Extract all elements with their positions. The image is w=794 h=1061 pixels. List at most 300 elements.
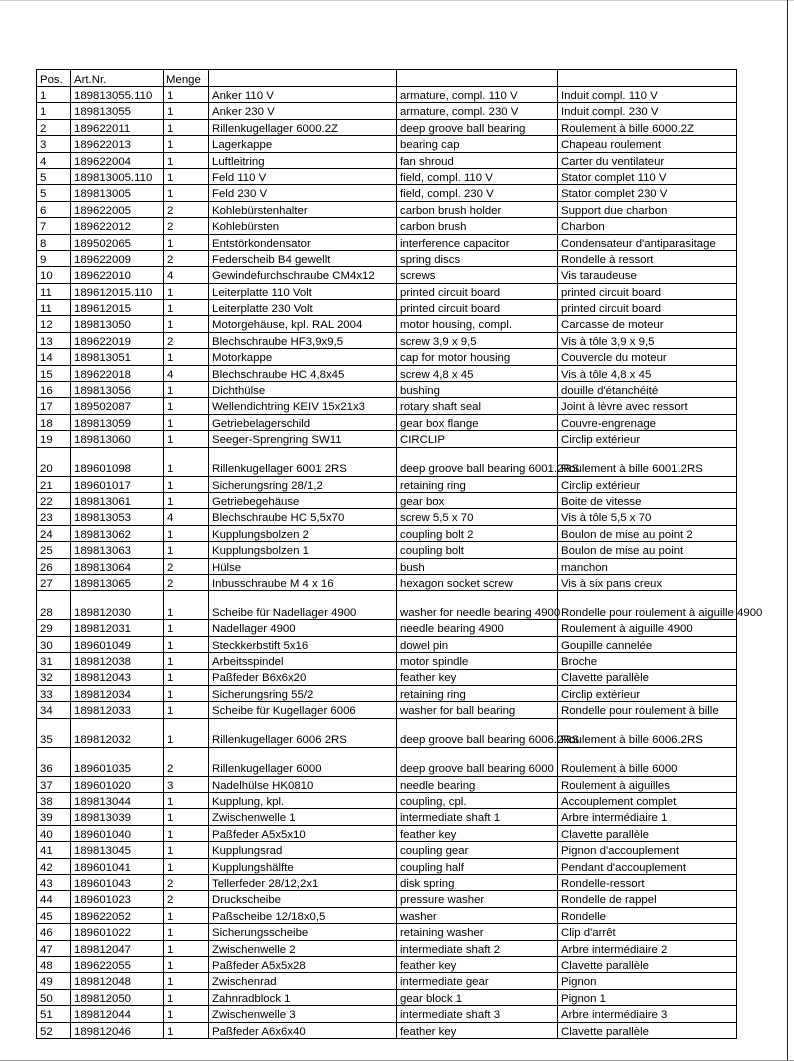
cell-quantity: 2 [164,747,209,776]
cell-position: 24 [37,525,71,541]
table-row [37,152,737,168]
table-row [37,201,737,217]
cell-description-german: Kupplungsbolzen 1 [209,542,397,558]
cell-description-german: Rillenkugellager 6000.2Z [209,119,397,135]
cell-article-number: 189813059 [71,414,164,430]
cell-description-english: disk spring [397,875,558,891]
cell-position: 32 [37,669,71,685]
table-row [37,267,737,283]
table-row [37,891,737,907]
table-row [37,558,737,574]
cell-description-german: Sicherungsring 28/1,2 [209,476,397,492]
cell-description-german: Scheibe für Nadellager 4900 [209,591,397,620]
table-row [37,875,737,891]
cell-quantity: 1 [164,447,209,476]
table-row [37,349,737,365]
cell-article-number: 189812032 [71,718,164,747]
cell-description-german: Nadellager 4900 [209,620,397,636]
cell-position: 15 [37,365,71,381]
cell-description-english: CIRCLIP [397,431,558,447]
table-row [37,218,737,234]
header-menge: Menge [164,70,209,87]
cell-description-english: field, compl. 110 V [397,168,558,184]
cell-quantity: 2 [164,201,209,217]
table-row [37,636,737,652]
cell-description-english: washer for needle bearing 4900 [397,591,558,620]
cell-article-number: 189813005 [71,185,164,201]
table-row [37,924,737,940]
cell-description-german: Zwischenwelle 3 [209,1006,397,1022]
cell-description-french: printed circuit board [558,300,737,316]
cell-description-french: Clavette parallèle [558,825,737,841]
cell-position: 41 [37,842,71,858]
cell-article-number: 189812050 [71,989,164,1005]
cell-description-english: retaining washer [397,924,558,940]
cell-quantity: 3 [164,776,209,792]
cell-description-french: Couvercle du moteur [558,349,737,365]
cell-description-english: armature, compl. 230 V [397,103,558,119]
parts-list-table [36,69,763,1039]
cell-quantity: 1 [164,685,209,701]
cell-description-german: Kupplungshälfte [209,858,397,874]
cell-article-number: 189812030 [71,591,164,620]
cell-position: 11 [37,300,71,316]
cell-description-english: feather key [397,956,558,972]
table-row [37,283,737,299]
cell-quantity: 1 [164,591,209,620]
cell-position: 19 [37,431,71,447]
cell-position: 50 [37,989,71,1005]
cell-position: 44 [37,891,71,907]
cell-position: 4 [37,152,71,168]
table-header-row [37,70,737,87]
cell-quantity: 1 [164,349,209,365]
cell-description-english: screw 5,5 x 70 [397,509,558,525]
table-row [37,509,737,525]
cell-description-french: Roulement à aiguilles [558,776,737,792]
cell-description-french: Rondelle-ressort [558,875,737,891]
cell-article-number: 189622013 [71,136,164,152]
cell-description-english: gear box flange [397,414,558,430]
cell-description-english: intermediate gear [397,973,558,989]
cell-article-number: 189622018 [71,365,164,381]
cell-description-german: Motorkappe [209,349,397,365]
cell-article-number: 189601043 [71,875,164,891]
cell-article-number: 189812044 [71,1006,164,1022]
table-row [37,574,737,590]
cell-article-number: 189502065 [71,234,164,250]
cell-quantity: 1 [164,119,209,135]
cell-description-french: Induit compl. 230 V [558,103,737,119]
cell-article-number: 189813039 [71,809,164,825]
cell-article-number: 189813051 [71,349,164,365]
table-row [37,250,737,266]
cell-description-french: Stator complet 230 V [558,185,737,201]
cell-description-french: Roulement à bille 6001.2RS [558,447,737,476]
header-art-nr: Art.Nr. [71,70,164,87]
cell-description-english: screw 3,9 x 9,5 [397,332,558,348]
cell-description-english: deep groove ball bearing [397,119,558,135]
cell-description-german: Hülse [209,558,397,574]
cell-description-french: Pignon 1 [558,989,737,1005]
cell-quantity: 1 [164,973,209,989]
cell-quantity: 1 [164,431,209,447]
cell-article-number: 189813062 [71,525,164,541]
cell-position: 42 [37,858,71,874]
cell-description-english: needle bearing [397,776,558,792]
cell-position: 26 [37,558,71,574]
cell-article-number: 189622055 [71,956,164,972]
cell-quantity: 1 [164,185,209,201]
table-row [37,300,737,316]
cell-position: 33 [37,685,71,701]
cell-quantity: 1 [164,1022,209,1038]
cell-article-number: 189622019 [71,332,164,348]
cell-quantity: 1 [164,492,209,508]
cell-description-german: Entstörkondensator [209,234,397,250]
cell-quantity: 1 [164,718,209,747]
cell-description-french: douille d'étanchéité [558,382,737,398]
cell-description-french: Arbre intermédiaire 1 [558,809,737,825]
cell-description-german: Blechschraube HC 4,8x45 [209,365,397,381]
cell-position: 8 [37,234,71,250]
cell-description-german: Kohlebürstenhalter [209,201,397,217]
cell-description-english: deep groove ball bearing 6001.2RS [397,447,558,476]
cell-description-french: Induit compl. 110 V [558,87,737,103]
cell-description-english: bearing cap [397,136,558,152]
cell-description-french: Support due charbon [558,201,737,217]
cell-description-german: Paßfeder A5x5x28 [209,956,397,972]
cell-description-english: rotary shaft seal [397,398,558,414]
cell-description-german: Leiterplatte 230 Volt [209,300,397,316]
cell-position: 7 [37,218,71,234]
cell-quantity: 1 [164,87,209,103]
table-row [37,842,737,858]
cell-description-german: Kupplung, kpl. [209,793,397,809]
cell-position: 34 [37,702,71,718]
cell-description-german: Paßfeder A5x5x10 [209,825,397,841]
cell-description-german: Getriebegehäuse [209,492,397,508]
table-row [37,542,737,558]
cell-quantity: 1 [164,825,209,841]
cell-description-english: intermediate shaft 1 [397,809,558,825]
cell-quantity: 1 [164,702,209,718]
cell-position: 46 [37,924,71,940]
table-row [37,825,737,841]
cell-quantity: 1 [164,669,209,685]
table-row [37,447,737,476]
cell-position: 51 [37,1006,71,1022]
cell-quantity: 2 [164,332,209,348]
cell-description-german: Luftleitring [209,152,397,168]
cell-article-number: 189812047 [71,940,164,956]
cell-quantity: 1 [164,956,209,972]
cell-quantity: 2 [164,250,209,266]
cell-quantity: 1 [164,152,209,168]
cell-description-french: Clavette parallèle [558,669,737,685]
cell-quantity: 2 [164,558,209,574]
cell-description-english: carbon brush holder [397,201,558,217]
cell-quantity: 1 [164,316,209,332]
cell-description-english: fan shroud [397,152,558,168]
cell-description-french: Carcasse de moteur [558,316,737,332]
cell-description-english: washer for ball bearing [397,702,558,718]
cell-description-english: coupling bolt 2 [397,525,558,541]
cell-description-english: dowel pin [397,636,558,652]
cell-description-english: coupling half [397,858,558,874]
cell-position: 43 [37,875,71,891]
cell-article-number: 189622005 [71,201,164,217]
cell-description-french: Clavette parallèle [558,1022,737,1038]
cell-article-number: 189622004 [71,152,164,168]
table-row [37,956,737,972]
table-row [37,103,737,119]
cell-description-german: Arbeitsspindel [209,653,397,669]
cell-description-french: Vis à tôle 5,5 x 70 [558,509,737,525]
cell-description-english: motor spindle [397,653,558,669]
cell-position: 49 [37,973,71,989]
cell-description-french: Joint à lèvre avec ressort [558,398,737,414]
cell-article-number: 189601022 [71,924,164,940]
cell-quantity: 1 [164,636,209,652]
cell-article-number: 189601017 [71,476,164,492]
cell-article-number: 189812031 [71,620,164,636]
cell-description-english: intermediate shaft 2 [397,940,558,956]
cell-description-english: feather key [397,669,558,685]
cell-description-french: Arbre intermédiaire 3 [558,1006,737,1022]
cell-description-german: Zwischenwelle 1 [209,809,397,825]
cell-article-number: 189622012 [71,218,164,234]
cell-description-french: Rondelle à ressort [558,250,737,266]
cell-description-french: Roulement à bille 6000 [558,747,737,776]
cell-position: 13 [37,332,71,348]
cell-description-french: Circlip extérieur [558,431,737,447]
cell-description-french: Condensateur d'antiparasitage [558,234,737,250]
cell-article-number: 189601098 [71,447,164,476]
cell-description-english: bushing [397,382,558,398]
cell-position: 9 [37,250,71,266]
cell-description-english: hexagon socket screw [397,574,558,590]
header-pos: Pos. [37,70,71,87]
cell-description-german: Zahnradblock 1 [209,989,397,1005]
cell-description-german: Getriebelagerschild [209,414,397,430]
cell-description-french: Vis à tôle 3,9 x 9,5 [558,332,737,348]
cell-position: 48 [37,956,71,972]
table-row [37,431,737,447]
cell-article-number: 189812043 [71,669,164,685]
table-row [37,973,737,989]
table-row [37,793,737,809]
cell-quantity: 1 [164,793,209,809]
cell-position: 1 [37,87,71,103]
cell-article-number: 189812046 [71,1022,164,1038]
cell-description-english: carbon brush [397,218,558,234]
cell-position: 37 [37,776,71,792]
cell-position: 3 [37,136,71,152]
cell-description-german: Rillenkugellager 6006 2RS [209,718,397,747]
cell-article-number: 189813050 [71,316,164,332]
cell-article-number: 189622009 [71,250,164,266]
table-row [37,316,737,332]
cell-description-french: Circlip extérieur [558,685,737,701]
cell-description-french: Charbon [558,218,737,234]
cell-article-number: 189813065 [71,574,164,590]
cell-description-german: Gewindefurchschraube CM4x12 [209,267,397,283]
cell-quantity: 2 [164,574,209,590]
cell-quantity: 1 [164,809,209,825]
cell-article-number: 189813005.110 [71,168,164,184]
cell-position: 23 [37,509,71,525]
cell-article-number: 189502087 [71,398,164,414]
cell-article-number: 189812048 [71,973,164,989]
cell-quantity: 2 [164,218,209,234]
cell-description-french: Clip d'arrêt [558,924,737,940]
cell-article-number: 189601040 [71,825,164,841]
cell-quantity: 1 [164,620,209,636]
cell-description-french: Clavette parallèle [558,956,737,972]
cell-description-german: Kohlebürsten [209,218,397,234]
cell-position: 25 [37,542,71,558]
cell-description-english: feather key [397,1022,558,1038]
cell-position: 47 [37,940,71,956]
cell-position: 16 [37,382,71,398]
cell-position: 6 [37,201,71,217]
cell-description-german: Sicherungsring 55/2 [209,685,397,701]
cell-description-german: Zwischenwelle 2 [209,940,397,956]
cell-description-french: Pignon [558,973,737,989]
cell-description-german: Anker 230 V [209,103,397,119]
cell-position: 17 [37,398,71,414]
table-row [37,940,737,956]
cell-quantity: 1 [164,234,209,250]
cell-quantity: 1 [164,842,209,858]
cell-description-english: screws [397,267,558,283]
cell-description-german: Druckscheibe [209,891,397,907]
table-row [37,653,737,669]
cell-article-number: 189813064 [71,558,164,574]
cell-article-number: 189622010 [71,267,164,283]
table-row [37,365,737,381]
cell-article-number: 189622052 [71,907,164,923]
cell-article-number: 189601041 [71,858,164,874]
cell-description-german: Tellerfeder 28/12,2x1 [209,875,397,891]
cell-description-french: Boulon de mise au point 2 [558,525,737,541]
cell-position: 11 [37,283,71,299]
cell-description-english: gear block 1 [397,989,558,1005]
cell-quantity: 1 [164,525,209,541]
cell-description-german: Lagerkappe [209,136,397,152]
cell-quantity: 1 [164,168,209,184]
cell-description-english: needle bearing 4900 [397,620,558,636]
cell-position: 45 [37,907,71,923]
table-row [37,87,737,103]
cell-article-number: 189601020 [71,776,164,792]
cell-description-english: screw 4,8 x 45 [397,365,558,381]
cell-article-number: 189813056 [71,382,164,398]
table-row [37,1022,737,1038]
cell-article-number: 189812033 [71,702,164,718]
cell-quantity: 1 [164,653,209,669]
table-row [37,620,737,636]
cell-quantity: 1 [164,136,209,152]
cell-description-english: coupling gear [397,842,558,858]
cell-description-german: Scheibe für Kugellager 6006 [209,702,397,718]
table-row [37,776,737,792]
cell-description-french: Broche [558,653,737,669]
cell-description-english: intermediate shaft 3 [397,1006,558,1022]
cell-position: 40 [37,825,71,841]
table-row [37,185,737,201]
cell-description-french: Couvre-engrenage [558,414,737,430]
cell-description-english: spring discs [397,250,558,266]
cell-position: 31 [37,653,71,669]
cell-description-french: Rondelle [558,907,737,923]
cell-description-german: Rillenkugellager 6000 [209,747,397,776]
cell-position: 14 [37,349,71,365]
cell-article-number: 189813061 [71,492,164,508]
table-row [37,702,737,718]
cell-quantity: 1 [164,858,209,874]
page-top-edge [0,0,794,1]
cell-description-german: Rillenkugellager 6001 2RS [209,447,397,476]
table-row [37,989,737,1005]
cell-article-number: 189612015 [71,300,164,316]
header-french-description [558,70,737,87]
cell-description-german: Paßfeder B6x6x20 [209,669,397,685]
cell-description-french: Stator complet 110 V [558,168,737,184]
cell-description-french: Vis à tôle 4,8 x 45 [558,365,737,381]
cell-quantity: 2 [164,891,209,907]
cell-description-german: Dichthülse [209,382,397,398]
cell-position: 28 [37,591,71,620]
cell-description-english: retaining ring [397,476,558,492]
cell-description-german: Leiterplatte 110 Volt [209,283,397,299]
cell-description-french: manchon [558,558,737,574]
cell-description-german: Seeger-Sprengring SW11 [209,431,397,447]
cell-quantity: 1 [164,382,209,398]
table-row [37,685,737,701]
cell-article-number: 189612015.110 [71,283,164,299]
cell-description-french: Rondelle de rappel [558,891,737,907]
cell-article-number: 189813055.110 [71,87,164,103]
cell-position: 5 [37,168,71,184]
cell-description-english: deep groove ball bearing 6006.2RS [397,718,558,747]
cell-position: 38 [37,793,71,809]
cell-description-german: Motorgehäuse, kpl. RAL 2004 [209,316,397,332]
cell-position: 20 [37,447,71,476]
cell-description-english: gear box [397,492,558,508]
cell-description-german: Kupplungsrad [209,842,397,858]
header-english-description [397,70,558,87]
cell-quantity: 4 [164,365,209,381]
cell-quantity: 1 [164,989,209,1005]
table-row [37,398,737,414]
cell-description-english: cap for motor housing [397,349,558,365]
cell-description-french: Roulement à bille 6006.2RS [558,718,737,747]
table-row [37,414,737,430]
cell-description-french: printed circuit board [558,283,737,299]
cell-article-number: 189813053 [71,509,164,525]
table-row [37,809,737,825]
cell-quantity: 1 [164,924,209,940]
cell-description-english: pressure washer [397,891,558,907]
table-row [37,669,737,685]
cell-article-number: 189622011 [71,119,164,135]
cell-description-english: bush [397,558,558,574]
cell-article-number: 189813044 [71,793,164,809]
cell-description-english: interference capacitor [397,234,558,250]
cell-description-german: Inbusschraube M 4 x 16 [209,574,397,590]
